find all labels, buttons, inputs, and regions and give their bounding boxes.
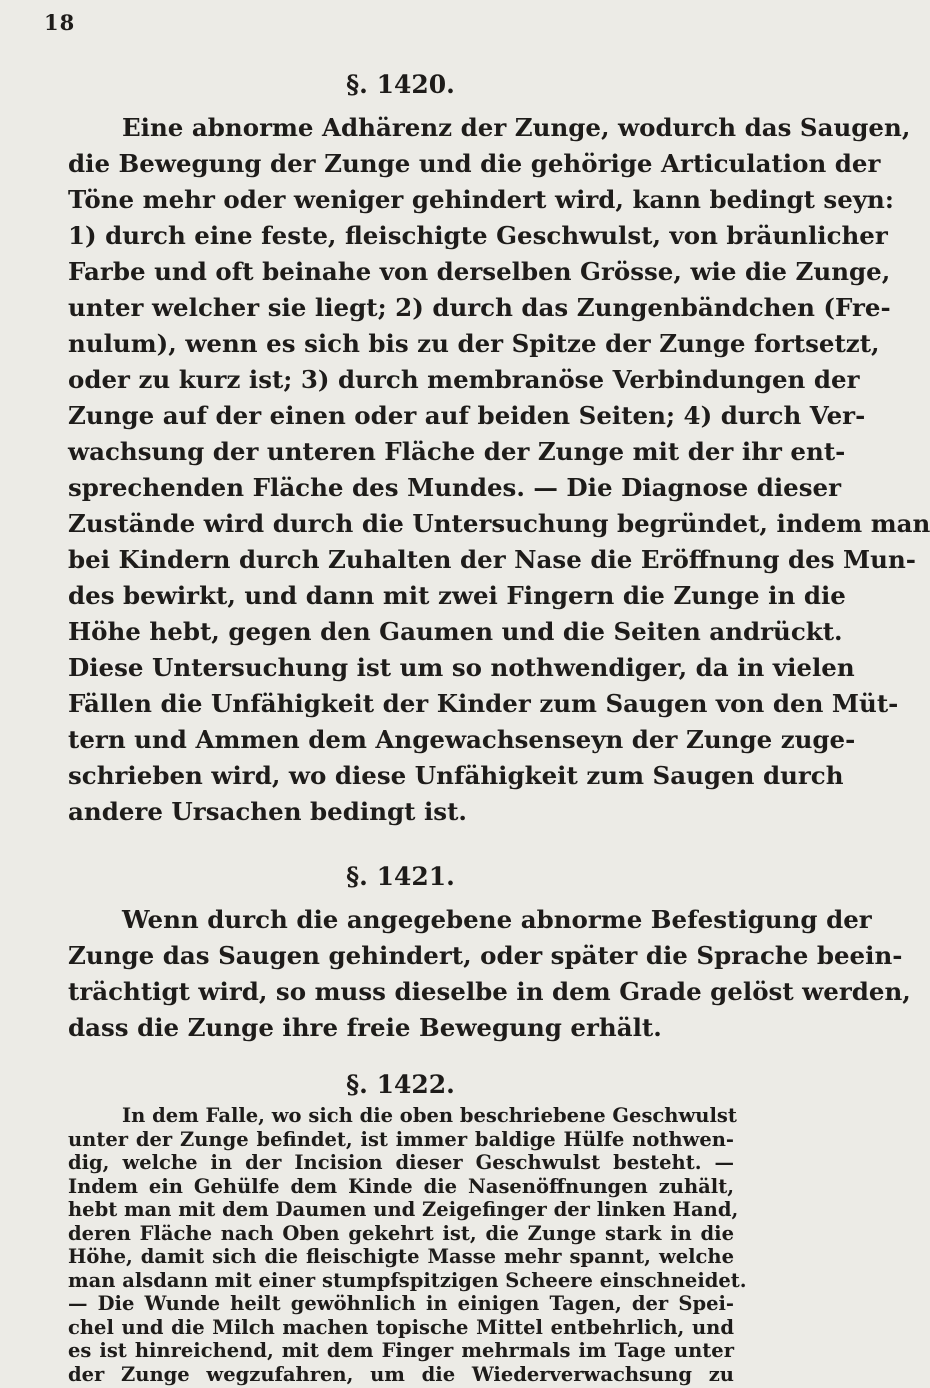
text-line: dig, welche in der Incision dieser Geschwulst besteht. — — [68, 1151, 734, 1174]
text-line: — Die Wunde heilt gewöhnlich in einigen Tagen, der Spei- — [68, 1292, 734, 1315]
text-line: Eine abnorme Adhärenz der Zunge, wodurch das Saugen, — [122, 113, 911, 142]
text-line: Farbe und oft beinahe von derselben Grösse, wie die Zunge, — [68, 257, 891, 286]
text-line: schrieben wird, wo diese Unfähigkeit zum Saugen durch — [68, 761, 844, 790]
text-line: unter welcher sie liegt; 2) durch das Zungenbändchen (Fre- — [68, 293, 891, 322]
text-line: chel und die Milch machen topische Mittel entbehrlich, und — [68, 1315, 734, 1339]
text-line: bei Kindern durch Zuhalten der Nase die Eröffnung des Mun- — [68, 545, 916, 574]
text-line: deren Fläche nach Oben gekehrt ist, die Zunge stark in die — [68, 1221, 734, 1245]
text-line: oder zu kurz ist; 3) durch membranöse Verbindungen der — [68, 365, 860, 394]
text-line: nulum), wenn es sich bis zu der Spitze der Zunge fortsetzt, — [68, 329, 880, 358]
text-line: des bewirkt, und dann mit zwei Fingern die Zunge in die — [68, 581, 846, 610]
text-line: Zustände wird durch die Untersuchung begründet, indem man — [68, 509, 930, 538]
text-line: unter der Zunge befindet, ist immer baldige Hülfe nothwen- — [68, 1127, 734, 1151]
text-line: hebt man mit dem Daumen und Zeigefinger der linken Hand, — [68, 1198, 739, 1221]
text-line: tern und Ammen dem Angewachsenseyn der Zunge zuge- — [68, 725, 856, 754]
text-line: Wenn durch die angegebene abnorme Befestigung der — [122, 905, 872, 934]
text-line: sprechenden Fläche des Mundes. — Die Diagnose dieser — [68, 473, 842, 502]
text-line: die Bewegung der Zunge und die gehörige Articulation der — [68, 149, 881, 178]
text-line: 1) durch eine feste, fleischigte Geschwulst, von bräunlicher — [68, 221, 888, 250]
text-line: Diese Untersuchung ist um so nothwendiger, da in vielen — [68, 653, 855, 682]
text-line: der Zunge wegzufahren, um die Wiederverwachsung zu — [68, 1362, 734, 1386]
section-heading: §. 1421. — [346, 862, 455, 891]
text-line: Zunge auf der einen oder auf beiden Seiten; 4) durch Ver- — [68, 401, 866, 430]
text-line: In dem Falle, wo sich die oben beschriebene Geschwulst — [122, 1104, 737, 1127]
text-line: Fällen die Unfähigkeit der Kinder zum Saugen von den Müt- — [68, 689, 899, 718]
text-line: es ist hinreichend, mit dem Finger mehrmals im Tage unter — [68, 1339, 734, 1362]
text-line: dass die Zunge ihre freie Bewegung erhält. — [68, 1013, 662, 1042]
text-line: Indem ein Gehülfe dem Kinde die Nasenöffnungen zuhält, — [68, 1174, 734, 1198]
text-line: Höhe hebt, gegen den Gaumen und die Seiten andrückt. — [68, 617, 843, 646]
page-number: 18 — [44, 10, 76, 35]
text-line: man alsdann mit einer stumpfspitzigen Scheere einschneidet. — [68, 1268, 747, 1292]
section-heading: §. 1422. — [346, 1070, 455, 1099]
section-heading: §. 1420. — [346, 70, 455, 99]
text-line: Töne mehr oder weniger gehindert wird, kann bedingt seyn: — [68, 185, 894, 214]
text-line: wachsung der unteren Fläche der Zunge mit der ihr ent- — [68, 437, 846, 466]
text-line: Zunge das Saugen gehindert, oder später die Sprache beein- — [68, 941, 903, 970]
text-line: trächtigt wird, so muss dieselbe in dem Grade gelöst werden, — [68, 977, 911, 1006]
text-line: andere Ursachen bedingt ist. — [68, 797, 467, 826]
text-line: Höhe, damit sich die fleischigte Masse mehr spannt, welche — [68, 1245, 734, 1268]
